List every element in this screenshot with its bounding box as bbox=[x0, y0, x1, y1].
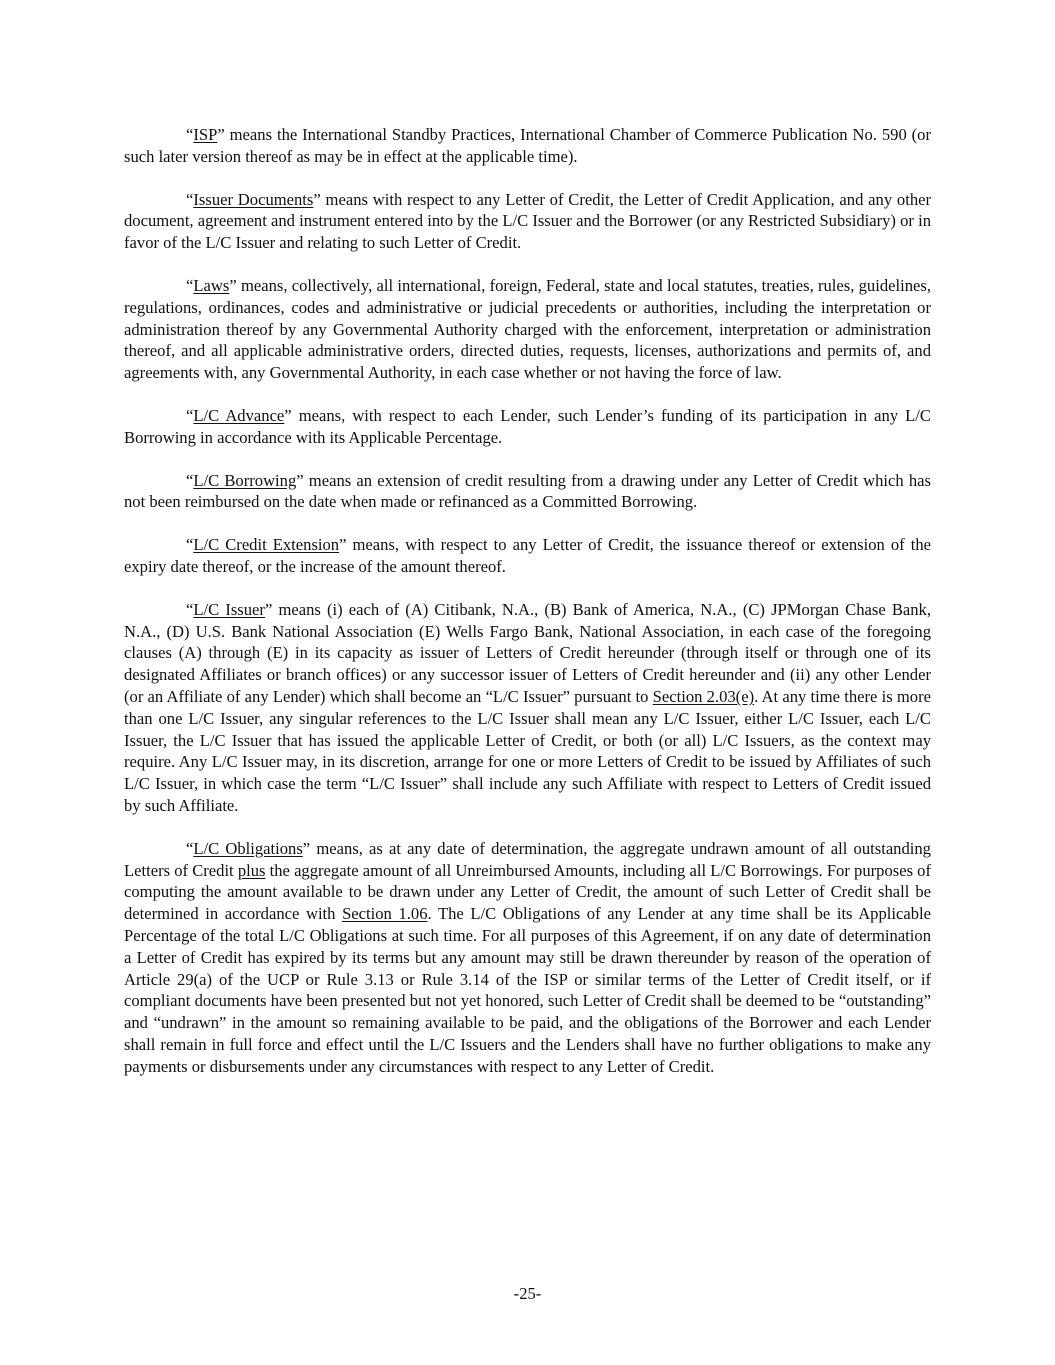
definition-lc-obligations: “L/C Obligations” means, as at any date of determination, the aggregate undrawn amount of all outstanding Letters of Credit plus the aggregate amount of all Unreimbursed Amounts, including all L/C Borrowings. For purposes of computing the amount available to be drawn under any Letter of Credit, the amount of such Letter of Credit shall be determined in accordance with Section 1.06. The L/C Obligations of any Lender at any time shall be its Applicable Percentage of the total L/C Obligations at such time. For all purposes of this Agreement, if on any date of determination a Letter of Credit has expired by its terms but any amount may still be drawn thereunder by reason of the operation of Article 29(a) of the UCP or Rule 3.13 or Rule 3.14 of the ISP or similar terms of the Letter of Credit itself, or if compliant documents have been presented but not yet honored, such Letter of Credit shall be deemed to be “outstanding” and “undrawn” in the amount so remaining available to be paid, and the obligations of the Borrower and each Lender shall remain in full force and effect until the L/C Issuers and the Lenders shall have no further obligations to make any payments or disbursements under any circumstances with respect to any Letter of Credit. bbox=[124, 838, 931, 1076]
section-reference: Section 1.06 bbox=[342, 904, 428, 924]
defined-term: L/C Borrowing bbox=[193, 470, 297, 490]
defined-term: L/C Obligations bbox=[193, 838, 303, 858]
definition-lc-credit-extension: “L/C Credit Extension” means, with respect to any Letter of Credit, the issuance thereof or extension of the expiry date thereof, or the increase of the amount thereof. bbox=[124, 535, 931, 576]
emphasis-plus: plus bbox=[237, 860, 266, 880]
defined-term: Laws bbox=[193, 275, 230, 295]
defined-term: ISP bbox=[193, 125, 218, 144]
definition-lc-issuer: “L/C Issuer” means (i) each of (A) Citibank, N.A., (B) Bank of America, N.A., (C) JPMorgan Chase Bank, N.A., (D) U.S. Bank National Association (E) Wells Fargo Bank, National Association, in each case of the foregoing clauses (A) through (E) in its capacity as issuer of Letters of Credit hereunder (through itself or through one of its designated Affiliates or branch offices) or any successor issuer of Letters of Credit hereunder and (ii) any other Lender (or an Affiliate of any Lender) which shall become an “L/C Issuer” pursuant to Section 2.03(e). At any time there is more than one L/C Issuer, any singular references to the L/C Issuer shall mean any L/C Issuer, either L/C Issuer, each L/C Issuer, the L/C Issuer that has issued the applicable Letter of Credit, or both (or all) L/C Issuers, as the context may require. Any L/C Issuer may, in its discretion, arrange for one or more Letters of Credit to be issued by Affiliates of such L/C Issuer, in which case the term “L/C Issuer” shall include any such Affiliate with respect to Letters of Credit issued by such Affiliate. bbox=[124, 599, 931, 815]
defined-term: L/C Advance bbox=[193, 405, 285, 425]
page-number: -25- bbox=[513, 1284, 542, 1303]
defined-term: L/C Issuer bbox=[193, 599, 265, 619]
definition-laws: “Laws” means, collectively, all international, foreign, Federal, state and local statutes, treaties, rules, guidelines, regulations, ordinances, codes and administrative or judicial precedents or authorities, including the interpretation or administration thereof by any Governmental Authority charged with the enforcement, interpretation or administration thereof, and all applicable administrative orders, directed duties, requests, licenses, authorizations and permits of, and agreements with, any Governmental Authority, in each case whether or not having the force of law. bbox=[124, 275, 931, 383]
definition-lc-borrowing: “L/C Borrowing” means an extension of credit resulting from a drawing under any Letter of Credit which has not been reimbursed on the date when made or refinanced as a Committed Borrowing. bbox=[124, 470, 931, 512]
definition-issuer-documents: “Issuer Documents” means with respect to any Letter of Credit, the Letter of Credit Application, and any other document, agreement and instrument entered into by the L/C Issuer and the Borrower (or any Restricted Subsidiary) or in favor of the L/C Issuer and relating to such Letter of Credit. bbox=[124, 189, 932, 253]
defined-term: Issuer Documents bbox=[193, 189, 314, 209]
definition-lc-advance: “L/C Advance” means, with respect to each Lender, such Lender’s funding of its participation in any L/C Borrowing in accordance with its Applicable Percentage. bbox=[124, 405, 931, 447]
document-body bbox=[124, 124, 931, 1098]
definition-isp: “ISP” means the International Standby Practices, International Chamber of Commerce Publication No. 590 (or such later version thereof as may be in effect at the applicable time). bbox=[124, 125, 931, 166]
defined-term: L/C Credit Extension bbox=[193, 535, 340, 555]
section-reference: Section 2.03(e) bbox=[652, 686, 755, 706]
